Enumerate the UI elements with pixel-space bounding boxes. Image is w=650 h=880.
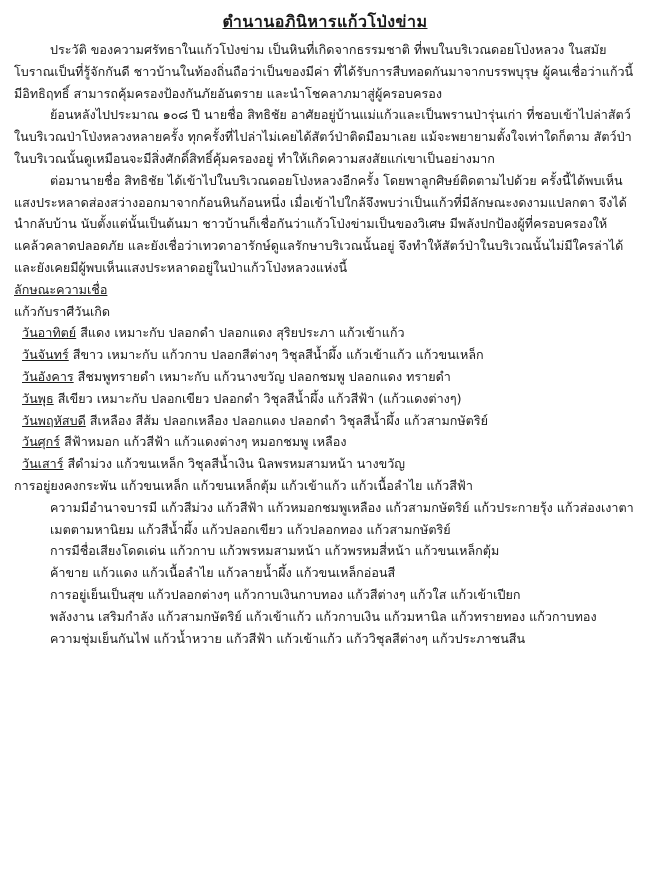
day-line-saturday — [14, 453, 636, 475]
day-name: วันศุกร์ — [22, 434, 61, 450]
day-line-wednesday — [14, 388, 636, 410]
belief-line-trade: ค้าขาย แก้วแดง แก้วเนื้อลำไย แก้วลายน้ำผึ้ง แก้วขนเหล็กอ่อนสี — [50, 565, 396, 581]
belief-list — [14, 475, 636, 649]
day-text: สีฟ้าหมอก แก้วสีฟ้า แก้วแดงต่างๆ หมอกชมพู เหลือง — [64, 434, 347, 450]
day-name: วันอาทิตย์ — [22, 325, 77, 341]
belief-line-happiness: การอยู่เย็นเป็นสุข แก้วปลอกต่างๆ แก้วกาบเงินกาบทอง แก้วสีต่างๆ แก้วใส แก้วเข้าเปียก — [50, 586, 521, 602]
day-text: สีเหลือง สีส้ม ปลอกเหลือง ปลอกแดง ปลอกดำ วิชุลสีน้ำผึ้ง แก้วสามกษัตริย์ — [89, 412, 489, 428]
day-line-thursday — [14, 410, 636, 432]
day-text: สีแดง เหมาะกับ ปลอกดำ ปลอกแดง สุริยประภา แก้วเข้าแก้ว — [80, 325, 405, 341]
day-text: สีชมพูทรายดำ เหมาะกับ แก้วนางขวัญ ปลอกชมพู ปลอกแดง ทรายดำ — [77, 368, 451, 384]
day-name: วันพฤหัสบดี — [22, 412, 86, 428]
section-heading-birthdays: แก้วกับราศีวันเกิด — [14, 303, 111, 319]
birthday-list — [14, 322, 636, 475]
belief-line-power: ความมีอำนาจบารมี แก้วสีม่วง แก้วสีฟ้า แก้วหมอกชมพูเหลือง แก้วสามกษัตริย์ แก้วประกายรุ้ง แก้วส่องเงาตา — [50, 499, 634, 515]
belief-line-kindness: เมตตามหานิยม แก้วสีน้ำผึ้ง แก้วปลอกเขียว แก้วปลอกทอง แก้วสามกษัตริย์ — [50, 521, 451, 537]
belief-line-invulnerability: การอยู่ยงคงกระพัน แก้วขนเหล็ก แก้วขนเหล็กตุ้ม แก้วเข้าแก้ว แก้วเนื้อลำไย แก้วสีฟ้า — [14, 477, 473, 493]
section-heading-beliefs: ลักษณะความเชื่อ — [14, 281, 108, 297]
day-line-sunday — [14, 322, 636, 344]
belief-line-fame: การมีชื่อเสียงโดดเด่น แก้วกาบ แก้วพรหมสามหน้า แก้วพรหมสี่หน้า แก้วขนเหล็กตุ้ม — [50, 543, 500, 559]
day-name: วันอังคาร — [22, 368, 74, 384]
day-line-tuesday — [14, 366, 636, 388]
day-name: วันจันทร์ — [22, 347, 69, 363]
day-line-friday — [14, 431, 636, 453]
day-name: วันพุธ — [22, 390, 54, 406]
day-text: สีดำม่วง แก้วขนเหล็ก วิชุลสีน้ำเงิน นิลพรหมสามหน้า นางขวัญ — [67, 456, 406, 472]
paragraph-hunter-story: ย้อนหลังไปประมาณ ๑๐๘ ปี นายชื่อ สิทธิชัย อาศัยอยู่บ้านแม่แก้วและเป็นพรานป่ารุ่นเก่า ที่ชอบเข้าไปล่าสัตว์ในบริเวณป่าโป่งหลวงหลายครั้ง ทุกครั้งที่ไปล่าไม่เคยได้สัตว์ป่าติดมือมาเลย แม้จะพยายามตั้งใจเท่าใดก็ตาม สัตว์ป่าในบริเวณนั้นดูเหมือนจะมีสิ่งศักดิ์สิทธิ์คุ้มครองอยู่ ทำให้เกิดความสงสัยแก่เขาเป็นอย่างมาก — [14, 107, 632, 166]
day-text: สีขาว เหมาะกับ แก้วกาบ ปลอกสีต่างๆ วิชุลสีน้ำผึ้ง แก้วเข้าแก้ว แก้วขนเหล็ก — [72, 347, 484, 363]
belief-line-coolness: ความชุ่มเย็นกันไฟ แก้วน้ำหวาย แก้วสีฟ้า แก้วเข้าแก้ว แก้ววิชุลสีต่างๆ แก้วประภาชนสีน — [50, 630, 526, 646]
paragraph-discovery: ต่อมานายชื่อ สิทธิชัย ได้เข้าไปในบริเวณดอยโป่งหลวงอีกครั้ง โดยพาลูกศิษย์ติดตามไปด้วย ครั้งนี้ได้พบเห็นแสงประหลาดส่องสว่างออกมาจากก้อนหินก้อนหนึ่ง เมื่อเข้าไปใกล้จึงพบว่าเป็นแก้วที่มีลักษณะงดงามแปลกตา จึงได้นำกลับบ้าน นับตั้งแต่นั้นเป็นต้นมา ชาวบ้านก็เชื่อกันว่าแก้วโป่งข่ามเป็นของวิเศษ มีพลังปกป้องผู้ที่ครอบครองให้แคล้วคลาดปลอดภัย และยังเชื่อว่าเทวดาอารักษ์ดูแลรักษาบริเวณนั้นอยู่ จึงทำให้สัตว์ป่าในบริเวณนั้นไม่มีใครล่าได้ และยังเคยมีผู้พบเห็นแสงประหลาดอยู่ในป่าแก้วโป่งหลวงแห่งนี้ — [14, 172, 627, 275]
day-text: สีเขียว เหมาะกับ ปลอกเขียว ปลอกดำ วิชุลสีน้ำผึ้ง แก้วสีฟ้า (แก้วแดงต่างๆ) — [57, 390, 462, 406]
belief-line-energy: พลังงาน เสริมกำลัง แก้วสามกษัตริย์ แก้วเข้าแก้ว แก้วกาบเงิน แก้วมหานิล แก้วทรายทอง แก้วกาบทอง — [50, 608, 597, 624]
paragraph-history: ประวัติ ของความศรัทธาในแก้วโป่งข่าม เป็นหินที่เกิดจากธรรมชาติ ที่พบในบริเวณดอยโป่งหลวง ในสมัยโบราณเป็นที่รู้จักกันดี ชาวบ้านในท้องถิ่นถือว่าเป็นของมีค่า ที่ได้รับการสืบทอดกันมาจากบรรพบุรุษ ผู้คนเชื่อว่าแก้วนี้มีอิทธิฤทธิ์ สามารถคุ้มครองป้องกันภัยอันตราย และนำโชคลาภมาสู่ผู้ครอบครอง — [14, 42, 634, 101]
document-title: ตำนานอภินิหารแก้วโป่งข่าม — [222, 12, 428, 31]
day-name: วันเสาร์ — [22, 456, 64, 472]
day-line-monday — [14, 344, 636, 366]
